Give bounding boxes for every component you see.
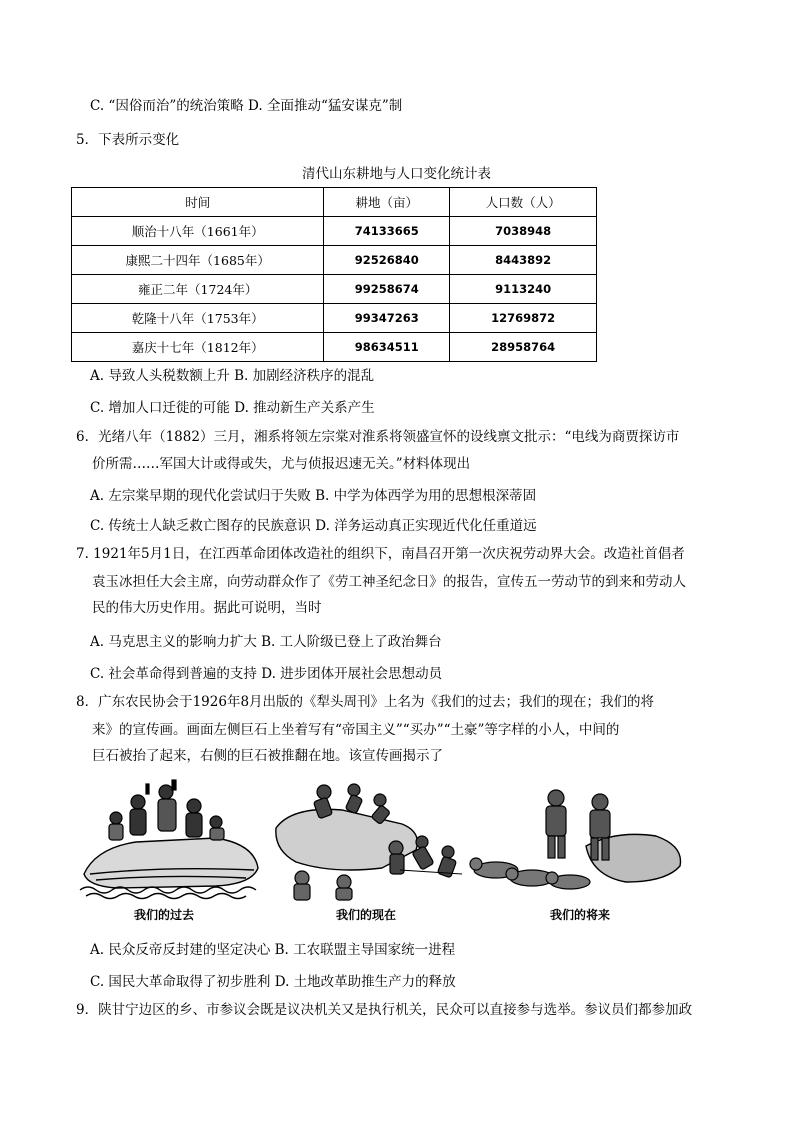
farmland-population-table — [71, 187, 597, 362]
q5-stem: 5．下表所示变化 — [76, 132, 180, 148]
cell-population: 28958764 — [450, 333, 597, 362]
q7-stem-line3: 民的伟大历史作用。据此可说明，当时 — [92, 600, 322, 616]
q8-stem-line2: 来》的宣传画。画面左侧巨石上坐着写有“帝国主义”“买办”“土豪”等字样的小人，中间的 — [92, 722, 620, 738]
cell-farmland: 99258674 — [324, 275, 450, 304]
q8-options-ab: A. 民众反帝反封建的坚定决心 B. 工农联盟主导国家统一进程 — [90, 942, 456, 958]
cell-time: 乾隆十八年（1753年） — [72, 304, 324, 333]
cell-time: 顺治十八年（1661年） — [72, 217, 324, 246]
q4-options-cd: C. “因俗而治”的统治策略 D. 全面推动“猛安谋克”制 — [90, 98, 403, 114]
propaganda-past-illustration — [76, 778, 264, 902]
table-row — [72, 275, 597, 304]
q5-options-cd: C. 增加人口迁徙的可能 D. 推动新生产关系产生 — [90, 400, 375, 416]
q8-stem-line1: 8．广东农民协会于1926年8月出版的《犁头周刊》上名为《我们的过去；我们的现在；我们的将 — [76, 694, 655, 710]
header-population: 人口数（人） — [450, 188, 597, 217]
table-row — [72, 304, 597, 333]
cell-farmland: 98634511 — [324, 333, 450, 362]
q6-options-ab: A. 左宗棠早期的现代化尝试归于失败 B. 中学为体西学为用的思想根深蒂固 — [90, 488, 537, 504]
caption-past: 我们的过去 — [133, 908, 194, 922]
caption-future: 我们的将来 — [549, 908, 610, 922]
cell-time: 雍正二年（1724年） — [72, 275, 324, 304]
q6-stem-line2: 价所需……军国大计或得或失，尤与侦报迟速无关。”材料体现出 — [92, 456, 471, 472]
cell-population: 12769872 — [450, 304, 597, 333]
q6-stem-line1: 6．光绪八年（1882）三月，湘系将领左宗棠对淮系将领盛宣怀的设线禀文批示：“电线为商贾探访市 — [76, 429, 680, 445]
caption-present: 我们的现在 — [335, 908, 396, 922]
q9-stem-line1: 9．陕甘宁边区的乡、市参议会既是议决机关又是执行机关，民众可以直接参与选举。参议员们都参加政 — [76, 1002, 693, 1018]
q5-table-title: 清代山东耕地与人口变化统计表 — [302, 166, 491, 182]
q5-options-ab: A. 导致人头税数额上升 B. 加剧经济秩序的混乱 — [90, 368, 375, 384]
q7-options-cd: C. 社会革命得到普遍的支持 D. 进步团体开展社会思想动员 — [90, 666, 443, 682]
cell-population: 8443892 — [450, 246, 597, 275]
header-time: 时间 — [72, 188, 324, 217]
q8-stem-line3: 巨石被抬了起来，右侧的巨石被推翻在地。该宣传画揭示了 — [92, 748, 443, 764]
cell-population: 9113240 — [450, 275, 597, 304]
table-header-row — [72, 188, 597, 217]
table-row — [72, 217, 597, 246]
q7-stem-line1: 7. 1921年5月1日，在江西革命团体改造社的组织下，南昌召开第一次庆祝劳动界大会。改造社首倡者 — [76, 546, 685, 562]
table-row — [72, 333, 597, 362]
q7-options-ab: A. 马克思主义的影响力扩大 B. 工人阶级已登上了政治舞台 — [90, 634, 442, 650]
cell-farmland: 74133665 — [324, 217, 450, 246]
q8-options-cd: C. 国民大革命取得了初步胜利 D. 土地改革助推生产力的释放 — [90, 974, 456, 990]
q6-options-cd: C. 传统士人缺乏救亡图存的民族意识 D. 洋务运动真正实现近代化任重道远 — [90, 518, 537, 534]
cell-farmland: 92526840 — [324, 246, 450, 275]
cell-time: 康熙二十四年（1685年） — [72, 246, 324, 275]
table-row — [72, 246, 597, 275]
propaganda-present-illustration — [272, 778, 464, 902]
q7-stem-line2: 袁玉冰担任大会主席，向劳动群众作了《劳工神圣纪念日》的报告，宣传五一劳动节的到来和劳动人 — [92, 574, 686, 590]
cell-farmland: 99347263 — [324, 304, 450, 333]
cell-population: 7038948 — [450, 217, 597, 246]
cell-time: 嘉庆十七年（1812年） — [72, 333, 324, 362]
propaganda-future-illustration — [466, 778, 688, 902]
header-farmland: 耕地（亩） — [324, 188, 450, 217]
